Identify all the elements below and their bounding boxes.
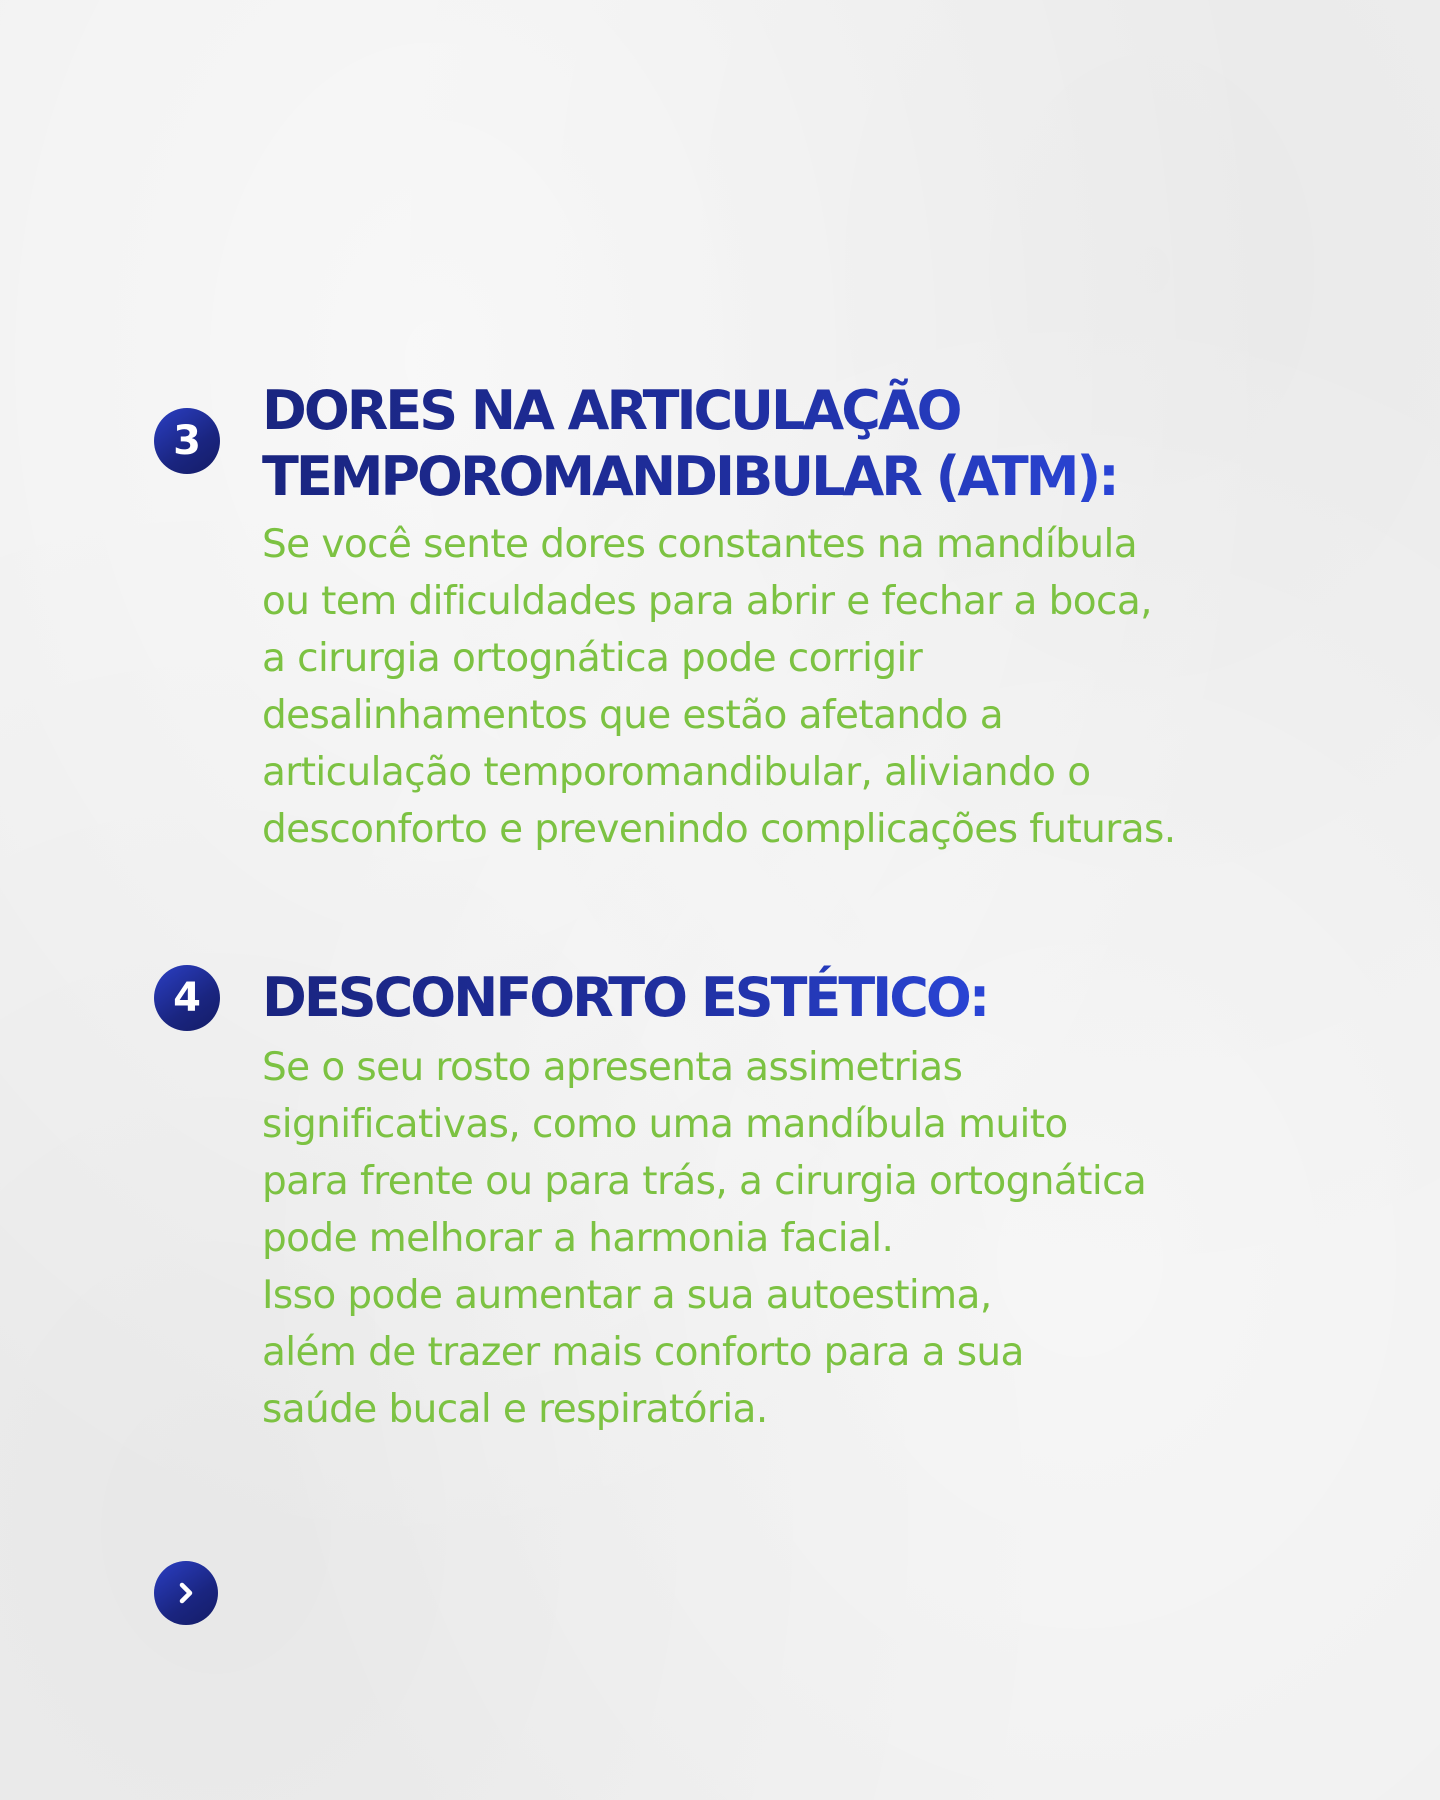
body-line: a cirurgia ortognática pode corrigir — [262, 636, 923, 681]
number-badge-3 — [154, 408, 220, 474]
heading-line: DESCONFORTO ESTÉTICO: — [262, 966, 988, 1029]
body-line: desconforto e prevenindo complicações futuras. — [262, 807, 1176, 852]
body-line: articulação temporomandibular, aliviando o — [262, 750, 1091, 795]
item-4-heading — [262, 965, 987, 1031]
body-line: pode melhorar a harmonia facial. — [262, 1216, 894, 1261]
heading-line: DORES NA ARTICULAÇÃO — [262, 379, 960, 442]
body-line: saúde bucal e respiratória. — [262, 1387, 768, 1432]
heading-line: TEMPOROMANDIBULAR (ATM): — [262, 445, 1117, 508]
body-line: além de trazer mais conforto para a sua — [262, 1330, 1024, 1375]
chevron-right-icon — [171, 1578, 201, 1608]
next-button[interactable] — [154, 1561, 218, 1625]
body-line: Se o seu rosto apresenta assimetrias — [262, 1045, 963, 1090]
body-line: desalinhamentos que estão afetando a — [262, 693, 1004, 738]
number-badge-4 — [154, 965, 220, 1031]
body-line: Isso pode aumentar a sua autoestima, — [262, 1273, 992, 1318]
body-line: ou tem dificuldades para abrir e fechar a boca, — [262, 579, 1152, 624]
body-line: Se você sente dores constantes na mandíbula — [262, 522, 1138, 567]
body-line: significativas, como uma mandíbula muito — [262, 1102, 1068, 1147]
item-4-body — [262, 1039, 1146, 1438]
number-badge-label: 3 — [173, 418, 201, 464]
item-3-heading — [262, 378, 1117, 510]
body-line: para frente ou para trás, a cirurgia ortognática — [262, 1159, 1147, 1204]
item-3-body — [262, 516, 1176, 858]
number-badge-label: 4 — [173, 975, 201, 1021]
